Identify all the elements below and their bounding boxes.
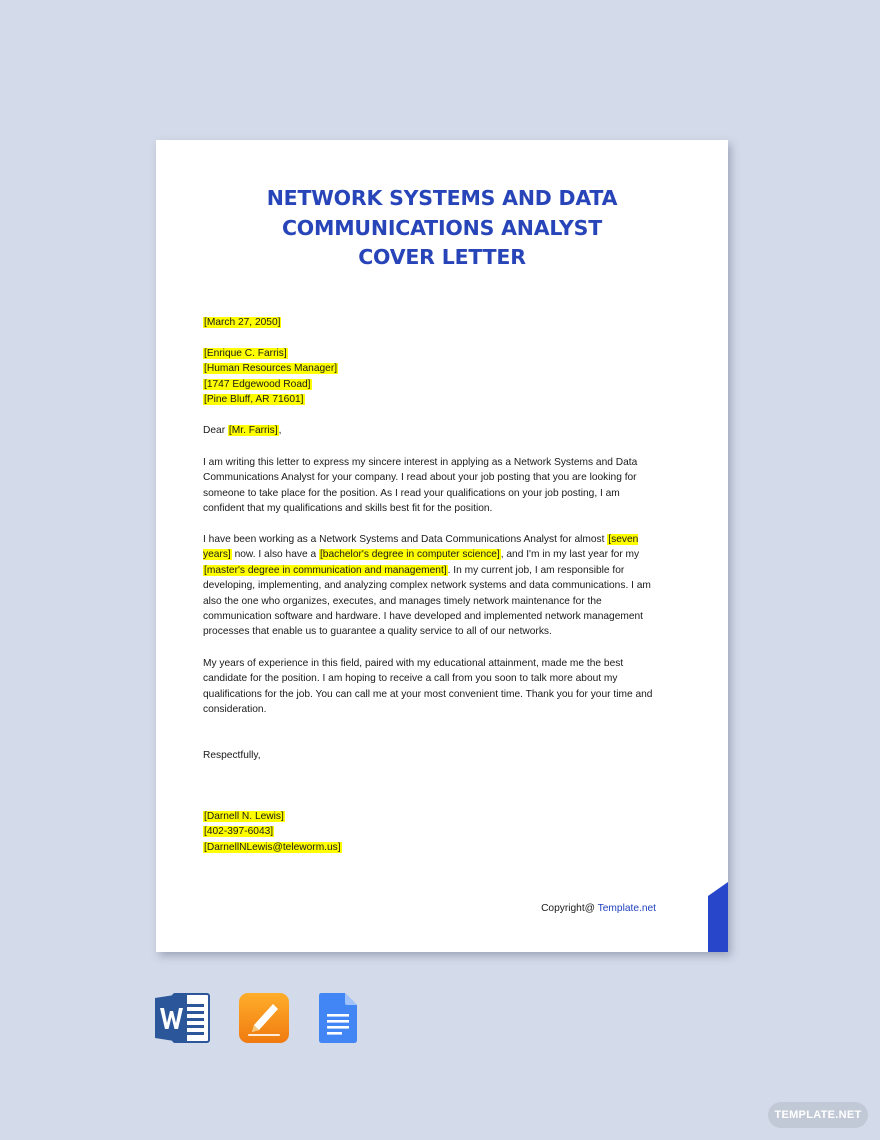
apple-pages-icon[interactable] <box>238 992 290 1044</box>
paragraph-2-highlight-masters: [master's degree in communication and management] <box>204 564 447 576</box>
recipient-name: [Enrique C. Farris] <box>204 348 287 359</box>
paragraph-2 <box>203 532 663 640</box>
salutation-name: [Mr. Farris] <box>228 425 278 436</box>
recipient-street: [1747 Edgewood Road] <box>204 378 311 390</box>
recipient-address <box>203 346 663 408</box>
google-docs-icon[interactable] <box>318 992 358 1044</box>
recipient-city: [Pine Bluff, AR 71601] <box>204 394 304 406</box>
corner-accent <box>708 882 728 952</box>
microsoft-word-icon[interactable] <box>155 992 211 1044</box>
document-page <box>156 140 728 952</box>
template-watermark: TEMPLATE.NET <box>768 1102 868 1128</box>
paragraph-1: I am writing this letter to express my sincere interest in applying as a Network Systems and Data Communications Analyst for your company. I read about your job posting that you are looking for someone to take place for the position. As I read your qualifications on your job posting, I am confident that my qualifications and skills best fit for the position. <box>203 457 638 515</box>
document-title <box>156 184 728 273</box>
date-text: [March 27, 2050] <box>204 317 281 328</box>
salutation-suffix: , <box>278 425 282 436</box>
closing: Respectfully, <box>203 750 261 761</box>
paragraph-2-text-2: now. I also have a <box>231 549 319 561</box>
signature-email: [DarnellNLewis@teleworm.us] <box>204 841 341 853</box>
copyright <box>541 903 656 914</box>
title-line-3: COVER LETTER <box>358 245 526 269</box>
title-line-1: NETWORK SYSTEMS AND DATA <box>266 186 618 210</box>
paragraph-2-highlight-bachelors: [bachelor's degree in computer science] <box>319 549 500 561</box>
copyright-prefix: Copyright@ <box>541 903 598 914</box>
signature-phone: [402-397-6043] <box>204 826 274 838</box>
paragraph-2-text-1: I have been working as a Network Systems and Data Communications Analyst for almost <box>203 534 608 545</box>
paragraph-2-text-3: , and I'm in my last year for my <box>500 549 640 561</box>
paragraph-2-highlight-years: [seven years] <box>203 534 639 561</box>
recipient-title: [Human Resources Manager] <box>204 363 338 375</box>
salutation <box>203 423 663 438</box>
paragraph-2-text-4: . In my current job, I am responsible for developing, implementing, and analyzing complex network systems and data communications. I am also the one who organizes, executes, and manages timely network maintenance for the communication software and hardware. I have developed and implemented network management processes that enable us to guarantee a quality service to all of our networks. <box>203 564 651 638</box>
signature-name: [Darnell N. Lewis] <box>204 811 284 822</box>
signature-block <box>203 809 663 855</box>
title-line-2: COMMUNICATIONS ANALYST <box>281 215 603 240</box>
letter-date <box>203 315 663 330</box>
copyright-link[interactable]: Template.net <box>597 903 656 914</box>
salutation-prefix: Dear <box>203 425 228 436</box>
paragraph-3: My years of experience in this field, paired with my educational attainment, made me the best candidate for the position. I am hoping to receive a call from you soon to talk more about my qualifications for the job. You can call me at your most convenient time. Thank you for your time and consideration. <box>203 658 653 716</box>
